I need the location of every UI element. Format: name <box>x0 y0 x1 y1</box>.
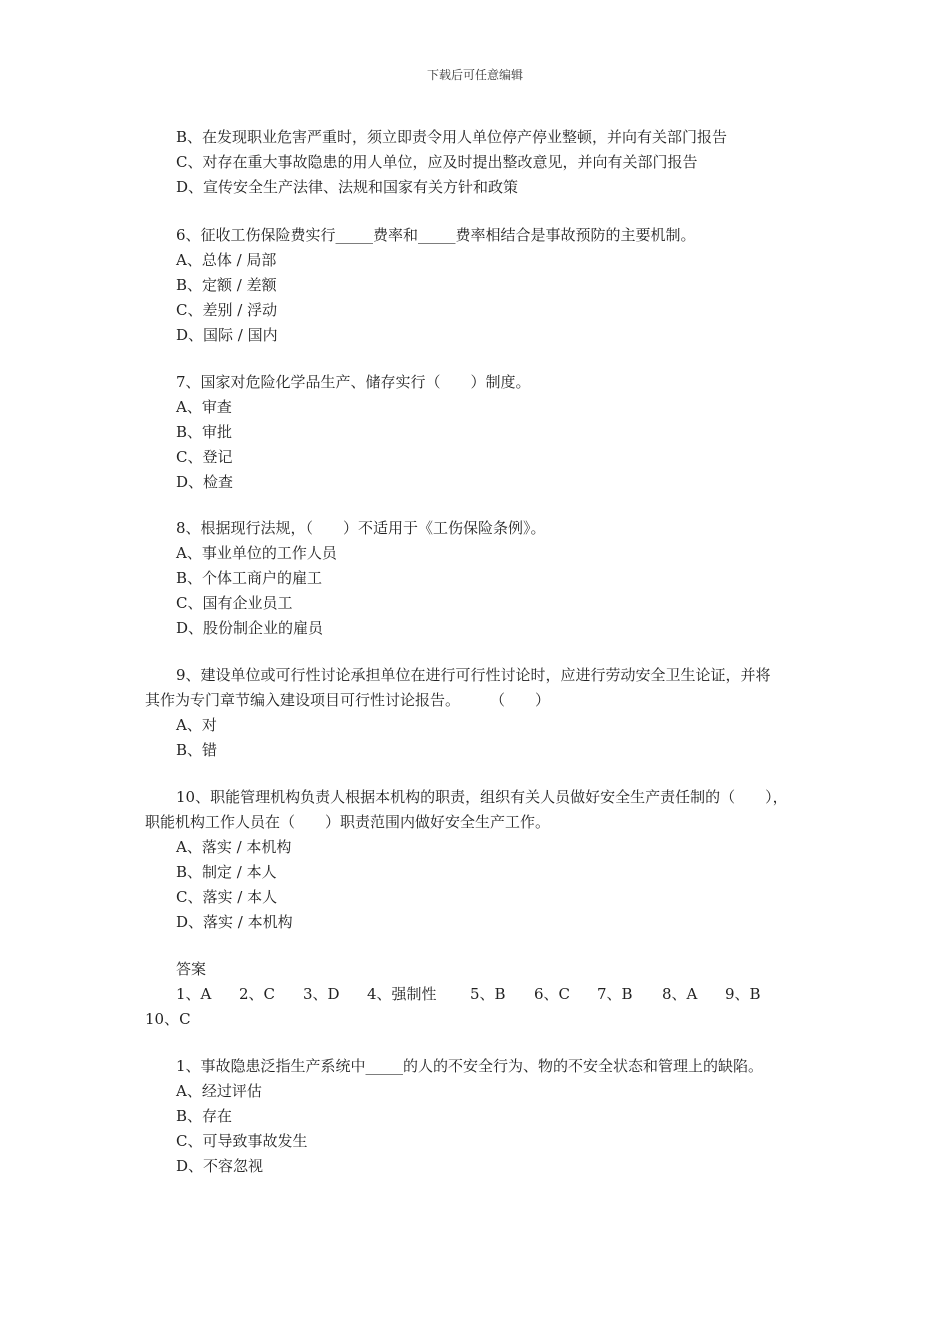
q8-option-a: A、事业单位的工作人员 <box>176 544 337 562</box>
q9-question-line1: 9、建设单位或可行性讨论承担单位在进行可行性讨论时，应进行劳动安全卫生论证，并将 <box>176 666 771 684</box>
q9-question-line2: 其作为专门章节编入建设项目可行性讨论报告。 （ ） <box>145 691 551 709</box>
q10-question-line2: 职能机构工作人员在（ ）职责范围内做好安全生产工作。 <box>145 813 551 831</box>
q6-option-d: D、国际 / 国内 <box>176 326 278 344</box>
q10-option-b: B、制定 / 本人 <box>176 863 277 881</box>
q6-option-b: B、定额 / 差额 <box>176 276 277 294</box>
answer-item: 7、B <box>597 985 633 1003</box>
q7-question: 7、国家对危险化学品生产、储存实行（ ）制度。 <box>176 373 531 391</box>
next-q1-option-a: A、经过评估 <box>176 1082 262 1100</box>
answer-item: 4、强制性 <box>367 985 437 1003</box>
q7-option-b: B、审批 <box>176 423 233 441</box>
q7-option-d: D、检查 <box>176 473 234 491</box>
q10-question-line1: 10、职能管理机构负责人根据本机构的职责，组织有关人员做好安全生产责任制的（ ）， <box>176 788 788 806</box>
q6-option-c: C、差别 / 浮动 <box>176 301 278 319</box>
next-q1-question: 1、事故隐患泛指生产系统中_____的人的不安全行为、物的不安全状态和管理上的缺陷。 <box>176 1057 764 1075</box>
q9-option-b: B、错 <box>176 741 218 759</box>
answer-item: 2、C <box>239 985 276 1003</box>
q5-option-c: C、对存在重大事故隐患的用人单位，应及时提出整改意见，并向有关部门报告 <box>176 153 698 171</box>
answer-item-10: 10、C <box>145 1010 191 1028</box>
answer-item: 9、B <box>725 985 761 1003</box>
q8-question: 8、根据现行法规，（ ）不适用于《工伤保险条例》。 <box>176 519 546 537</box>
answers-title: 答案 <box>176 960 207 978</box>
answer-item: 8、A <box>662 985 698 1003</box>
answer-item: 5、B <box>470 985 506 1003</box>
q5-option-d: D、宣传安全生产法律、法规和国家有关方针和政策 <box>176 178 519 196</box>
q7-option-c: C、登记 <box>176 448 233 466</box>
q8-option-c: C、国有企业员工 <box>176 594 293 612</box>
q6-option-a: A、总体 / 局部 <box>176 251 277 269</box>
q10-option-c: C、落实 / 本人 <box>176 888 278 906</box>
next-q1-option-c: C、可导致事故发生 <box>176 1132 308 1150</box>
q5-option-b: B、在发现职业危害严重时，须立即责令用人单位停产停业整顿，并向有关部门报告 <box>176 128 728 146</box>
q10-option-d: D、落实 / 本机构 <box>176 913 293 931</box>
next-q1-option-d: D、不容忽视 <box>176 1157 264 1175</box>
q9-option-a: A、对 <box>176 716 217 734</box>
page-header: 下载后可任意编辑 <box>426 68 523 82</box>
answer-item: 6、C <box>534 985 571 1003</box>
q6-question: 6、征收工伤保险费实行_____费率和_____费率相结合是事故预防的主要机制。 <box>176 226 696 244</box>
q8-option-b: B、个体工商户的雇工 <box>176 569 323 587</box>
answer-item: 3、D <box>303 985 340 1003</box>
q8-option-d: D、股份制企业的雇员 <box>176 619 324 637</box>
q7-option-a: A、审查 <box>176 398 232 416</box>
next-q1-option-b: B、存在 <box>176 1107 233 1125</box>
answer-item: 1、A <box>176 985 212 1003</box>
q10-option-a: A、落实 / 本机构 <box>176 838 292 856</box>
